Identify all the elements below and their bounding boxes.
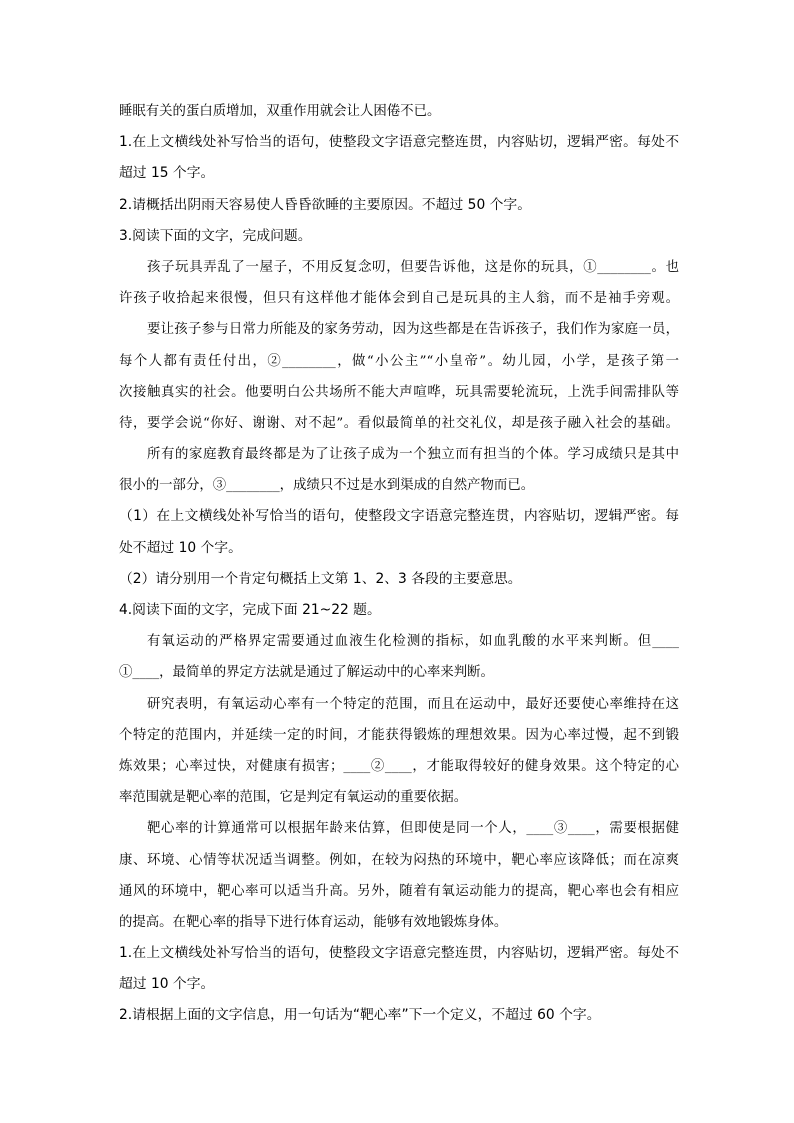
section-3-question-1 — [119, 501, 679, 563]
passage-line: 康、环境、心情等状况适当调整。例如，在较为闷热的环境中，靶心率应该降低；而在凉爽 — [119, 852, 679, 868]
question-line: 2.请概括出阴雨天容易使人昏昏欲睡的主要原因。不超过 50 个字。 — [119, 196, 532, 213]
question-line: 2.请根据上面的文字信息，用一句话为“靶心率”下一个定义，不超过 60 个字。 — [119, 1007, 601, 1024]
section-3-heading: 3.阅读下面的文字，完成问题。 — [119, 227, 312, 244]
question-line: 超过 10 个字。 — [119, 976, 215, 993]
document-page — [119, 96, 679, 1032]
passage-line: 许孩子收拾起来很慢，但只有这样他才能体会到自己是玩具的主人翁，而不是袖手旁观。 — [119, 291, 679, 307]
section-4-heading: 4.阅读下面的文字，完成下面 21~22 题。 — [119, 602, 381, 618]
question-line: 超过 15 个字。 — [119, 165, 215, 182]
passage-line: 每个人都有责任付出，②________，做“小公主”“小皇帝”。幼儿园，小学，是孩子第一 — [119, 353, 679, 369]
passage-line: 研究表明，有氧运动心率有一个特定的范围，而且在运动中，最好还要使心率维持在这 — [147, 696, 679, 712]
section-3-paragraph-1 — [119, 252, 679, 314]
section-4-paragraph-3 — [119, 813, 679, 938]
carryover-passage — [119, 96, 679, 127]
section-3-paragraph-2 — [119, 314, 679, 439]
passage-line: 炼效果；心率过快，对健康有损害；____②____，才能取得较好的健身效果。这个特定的心 — [119, 758, 679, 774]
passage-line: 待，要学会说“你好、谢谢、对不起”。看似最简单的社交礼仪，却是孩子融入社会的基础。 — [119, 415, 679, 431]
prior-question-2 — [119, 190, 679, 221]
passage-line: 率范围就是靶心率的范围，它是判定有氧运动的重要依据。 — [119, 790, 468, 806]
passage-line: 所有的家庭教育最终都是为了让孩子成为一个独立而有担当的个体。学习成绩只是其中 — [147, 447, 679, 463]
passage-line: 睡眠有关的蛋白质增加，双重作用就会让人困倦不已。 — [119, 104, 441, 119]
passage-line: 孩子玩具弄乱了一屋子，不用反复念叨，但要告诉他，这是你的玩具，①________。也 — [147, 259, 679, 275]
passage-line: 次接触真实的社会。他要明白公共场所不能大声喧哗，玩具需要轮流玩，上洗手间需排队等 — [119, 384, 679, 400]
section-3-question-2 — [119, 564, 679, 595]
passage-line: ①____，最简单的界定方法就是通过了解运动中的心率来判断。 — [119, 665, 494, 681]
section-3-paragraph-3 — [119, 439, 679, 501]
passage-line: 有氧运动的严格界定需要通过血液生化检测的指标，如血乳酸的水平来判断。但____ — [147, 634, 679, 650]
section-4-paragraph-1 — [119, 626, 679, 688]
question-line: 处不超过 10 个字。 — [119, 539, 242, 556]
section-4-question-1 — [119, 938, 679, 1000]
question-line: 1.在上文横线处补写恰当的语句，使整段文字语意完整连贯，内容贴切，逻辑严密。每处不 — [119, 134, 679, 151]
passage-line: 通风的环境中，靶心率可以适当升高。另外，随着有氧运动能力的提高，靶心率也会有相应 — [119, 883, 679, 899]
question-line: （2）请分别用一个肯定句概括上文第 1、2、3 各段的主要意思。 — [119, 570, 522, 587]
passage-line: 的提高。在靶心率的指导下进行体育运动，能够有效地锻炼身体。 — [119, 914, 508, 930]
question-line: （1）在上文横线处补写恰当的语句，使整段文字语意完整连贯，内容贴切，逻辑严密。每 — [119, 508, 679, 525]
passage-line: 很小的一部分，③________，成绩只不过是水到渠成的自然产物而已。 — [119, 478, 535, 494]
section-4-question-2 — [119, 1000, 679, 1031]
passage-line: 靶心率的计算通常可以根据年龄来估算，但即使是同一个人，____③____，需要根据健 — [147, 821, 679, 837]
passage-line: 要让孩子参与日常力所能及的家务劳动，因为这些都是在告诉孩子，我们作为家庭一员， — [147, 322, 679, 338]
passage-line: 个特定的范围内，并延续一定的时间，才能获得锻炼的理想效果。因为心率过慢，起不到锻 — [119, 727, 679, 743]
prior-question-1 — [119, 127, 679, 189]
question-line: 1.在上文横线处补写恰当的语句，使整段文字语意完整连贯，内容贴切，逻辑严密。每处不 — [119, 945, 679, 962]
section-4-paragraph-2 — [119, 689, 679, 814]
